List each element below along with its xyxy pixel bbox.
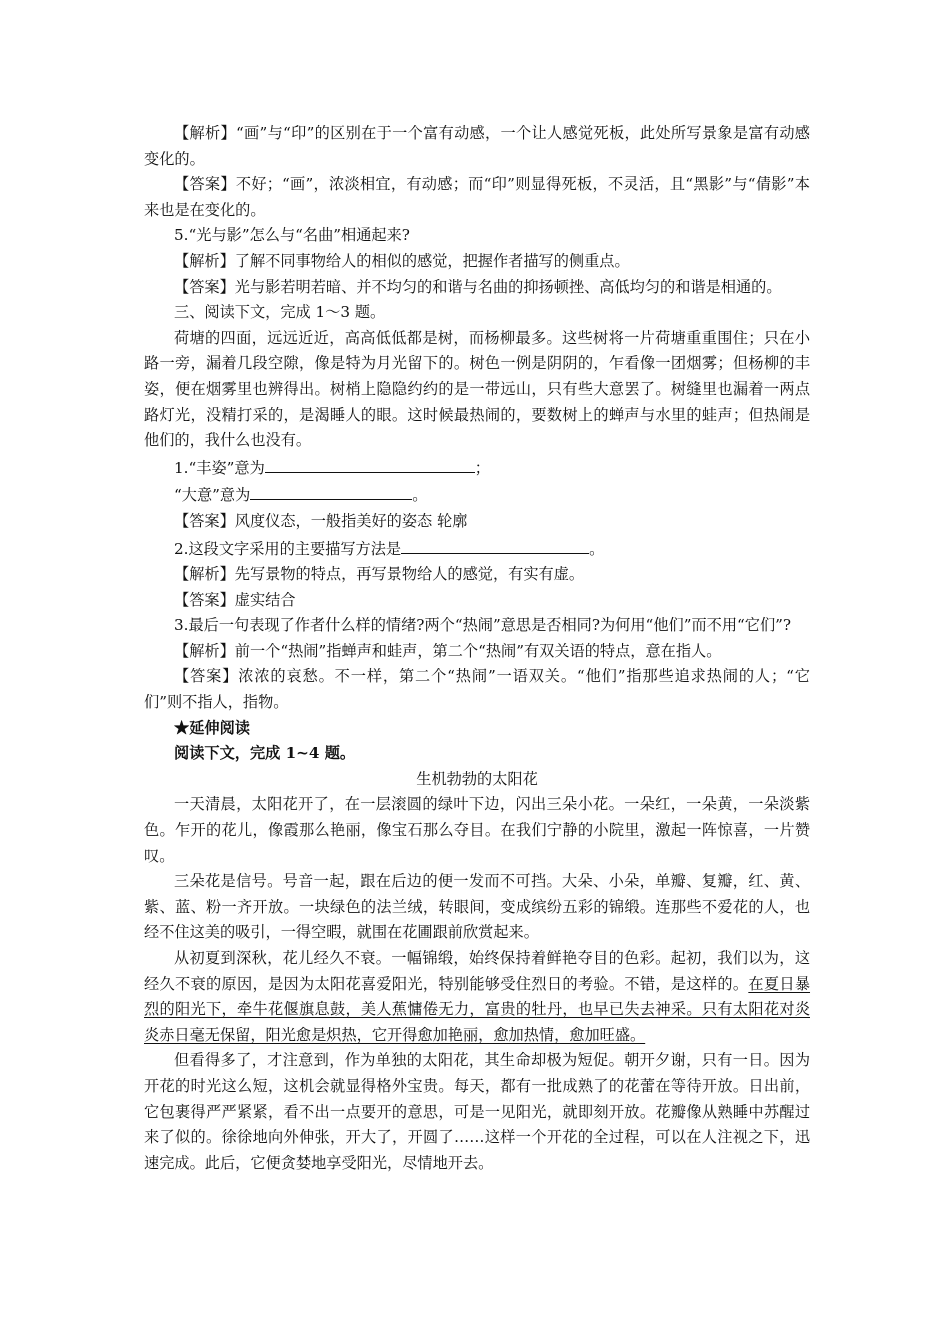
- answer-paragraph: 【答案】光与影若明若暗、并不均匀的和谐与名曲的抑扬顿挫、高低均匀的和谐是相通的。: [174, 277, 782, 296]
- passage-paragraph: 但看得多了，才注意到，作为单独的太阳花，其生命却极为短促。朝开夕谢，只有一日。因为开花的时光这么短，这机会就显得格外宝贵。每天，都有一批成熟了的花蕾在等待开放。日出前，它包裹得严严紧紧，看不出一点要开的意思，可是一见阳光，就即刻开放。花瓣像从熟睡中苏醒过来了似的。徐徐地向外伸张，开大了，开圆了……这样一个开花的全过程，可以在人注视之下，迅速完成。此后，它便贪婪地享受阳光，尽情地开去。: [144, 1051, 810, 1172]
- analysis-paragraph: 【解析】先写景物的特点，再写景物给人的感觉，有实有虚。: [174, 565, 585, 584]
- question-text: 1.“丰姿”意为: [174, 458, 265, 477]
- analysis-paragraph: 【解析】“画”与“印”的区别在于一个富有动感，一个让人感觉死板，此处所写景象是富有动感变化的。: [144, 124, 810, 168]
- document-body: [144, 121, 810, 1176]
- question-1b: [144, 481, 810, 509]
- reading-passage: 荷塘的四面，远远近近，高高低低都是树，而杨柳最多。这些树将一片荷塘重重围住；只在小路一旁，漏着几段空隙，像是特为月光留下的。树色一例是阴阴的，乍看像一团烟雾；但杨柳的丰姿，便在烟雾里也辨得出。树梢上隐隐约约的是一带远山，只有些大意罢了。树缝里也漏着一两点路灯光，没精打采的，是渴睡人的眼。这时候最热闹的，要数树上的蝉声与水里的蛙声；但热闹是他们的，我什么也没有。: [144, 328, 810, 450]
- question-3: 3.最后一句表现了作者什么样的情绪?两个“热闹”意思是否相同?为何用“他们”而不用“它们”?: [174, 616, 792, 635]
- reading-instruction: 阅读下文，完成 1~4 题。: [174, 744, 356, 763]
- answer-paragraph: 【答案】不好；“画”，浓淡相宜，有动感；而“印”则显得死板，不灵活，且“黑影”与“倩影”本来也是在变化的。: [144, 175, 810, 219]
- answer-paragraph: 【答案】浓浓的哀愁。不一样，第二个“热闹”一语双关。“他们”指那些追求热闹的人；“它们”则不指人，指物。: [144, 667, 810, 712]
- punctuation: 。: [589, 539, 605, 558]
- answer-paragraph: 【答案】风度仪态，一般指美好的姿态 轮廓: [174, 511, 468, 530]
- question-1a: [144, 454, 810, 482]
- answer-blank[interactable]: [250, 481, 412, 500]
- extended-reading-heading: ★延伸阅读: [174, 718, 250, 737]
- underlined-sentence: 在夏日暴烈的阳光下，牵牛花偃旗息鼓，美人蕉慵倦无力，富贵的牡丹，也早已失去神采。只有太阳花对炎炎赤日毫无保留，阳光愈是炽热，它开得愈加艳丽，愈加热情，愈加旺盛。: [144, 974, 811, 1044]
- punctuation: 。: [412, 486, 428, 505]
- analysis-paragraph: 【解析】了解不同事物给人的相似的感觉，把握作者描写的侧重点。: [174, 251, 630, 270]
- passage-text: 从初夏到深秋，花儿经久不衰。一幅锦缎，始终保持着鲜艳夺目的色彩。起初，我们以为，这经久不衰的原因，是因为太阳花喜爱阳光，特别能够受住烈日的考验。不错，是这样的。: [144, 949, 810, 993]
- answer-blank[interactable]: [265, 454, 475, 473]
- passage-title: 生机勃勃的太阳花: [416, 769, 538, 788]
- question-text: “大意”意为: [174, 486, 251, 505]
- question-5: 5.“光与影”怎么与“名曲”相通起来?: [174, 226, 410, 245]
- analysis-paragraph: 【解析】前一个“热闹”指蝉声和蛙声，第二个“热闹”有双关语的特点，意在指人。: [174, 641, 722, 660]
- question-text: 2.这段文字采用的主要描写方法是: [174, 539, 402, 558]
- answer-blank[interactable]: [401, 535, 589, 554]
- answer-paragraph: 【答案】虚实结合: [174, 590, 296, 609]
- question-2: [144, 535, 810, 563]
- passage-paragraph: [144, 946, 810, 1048]
- passage-paragraph: 一天清晨，太阳花开了，在一层滚圆的绿叶下边，闪出三朵小花。一朵红，一朵黄，一朵淡紫色。乍开的花儿，像霞那么艳丽，像宝石那么夺目。在我们宁静的小院里，激起一阵惊喜，一片赞叹。: [144, 795, 810, 865]
- section-heading-3: 三、阅读下文，完成 1～3 题。: [174, 303, 386, 322]
- passage-paragraph: 三朵花是信号。号音一起，跟在后边的便一发而不可挡。大朵、小朵，单瓣、复瓣，红、黄、紫、蓝、粉一齐开放。一块绿色的法兰绒，转眼间，变成缤纷五彩的锦缎。连那些不爱花的人，也经不住这美的吸引，一得空暇，就围在花圃跟前欣赏起来。: [144, 872, 810, 942]
- punctuation: ；: [474, 458, 490, 477]
